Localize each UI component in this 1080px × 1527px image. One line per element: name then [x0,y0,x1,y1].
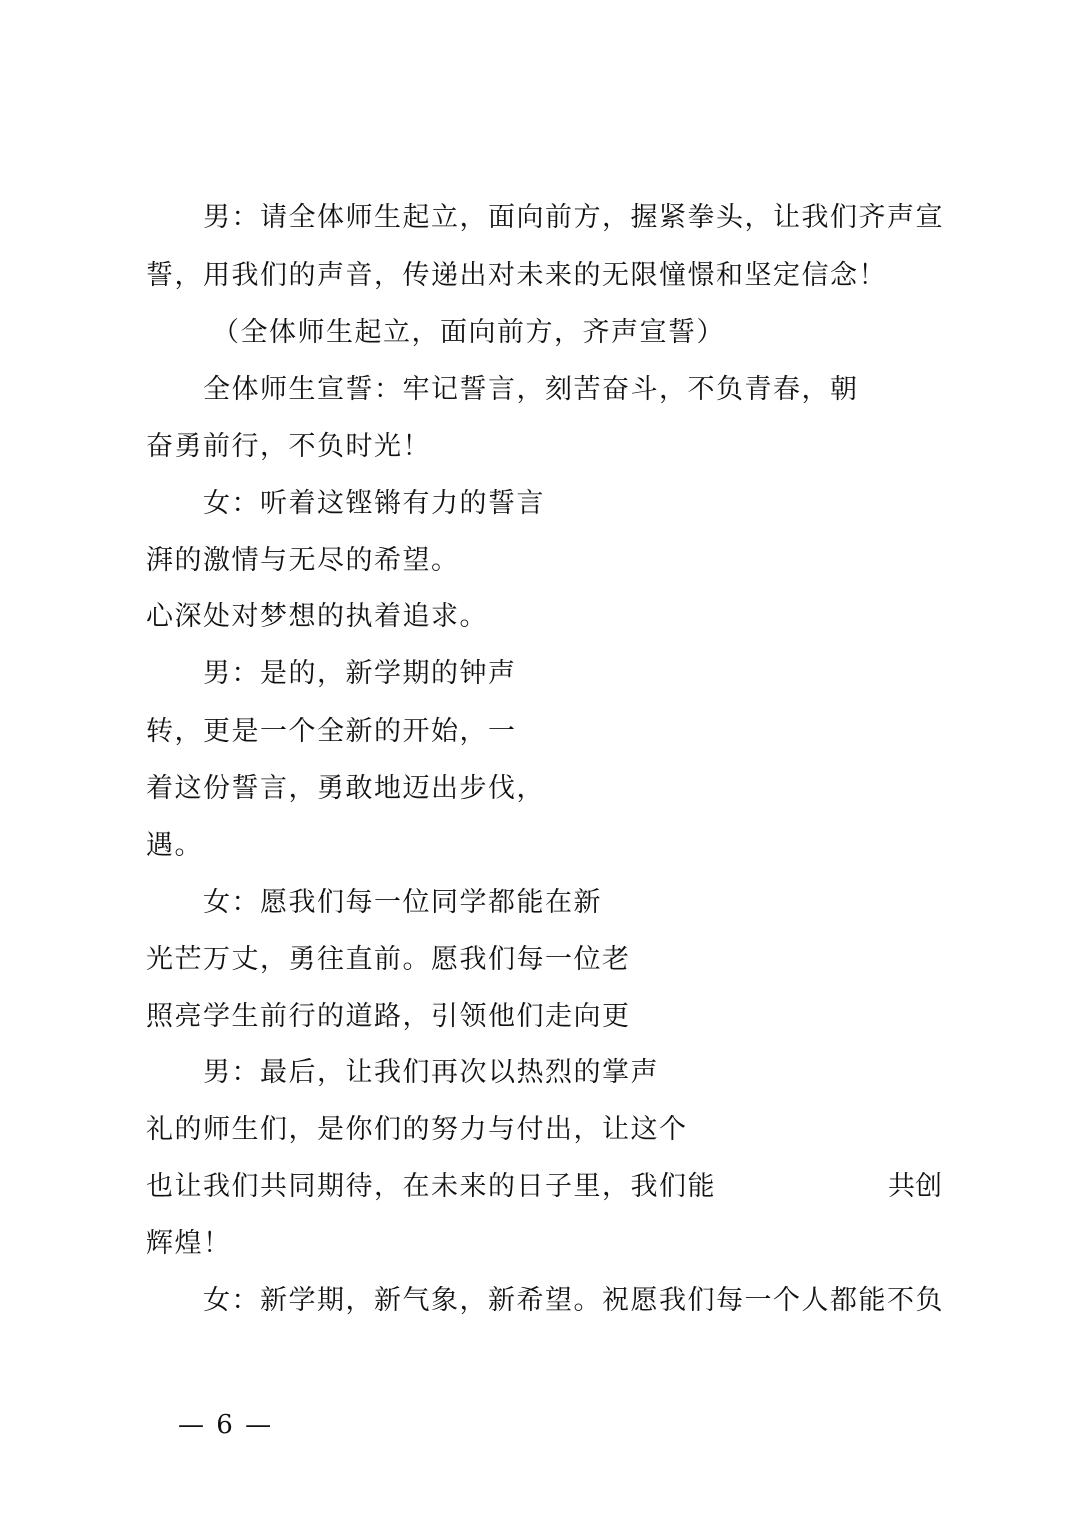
text-line: （全体师生起立，面向前方，齐声宣誓） [212,317,725,348]
text-line: 着这份誓言，勇敢地迈出步伐， [146,773,545,804]
text-line: 女：愿我们每一位同学都能在新 [203,887,602,918]
text-line: 湃的激情与无尽的希望。 [146,545,460,576]
text-line: 光芒万丈，勇往直前。愿我们每一位老 [146,944,631,975]
text-line: 也让我们共同期待，在未来的日子里，我们能 [146,1171,716,1202]
text-line: 照亮学生前行的道路，引领他们走向更 [146,1001,631,1032]
text-line: 奋勇前行，不负时光！ [146,431,431,462]
text-line: 礼的师生们，是你们的努力与付出，让这个 [146,1114,688,1145]
text-line: 辉煌！ [146,1228,232,1259]
text-line: 誓，用我们的声音，传递出对未来的无限憧憬和坚定信念！ [146,260,887,291]
text-line: 男：是的，新学期的钟声 [203,658,517,689]
text-fragment: 共创 [888,1171,942,1202]
text-line: 遇。 [146,830,203,861]
text-line: 男：请全体师生起立，面向前方，握紧拳头，让我们齐声宣 [203,202,944,233]
text-line: 女：听着这铿锵有力的誓言 [203,488,545,519]
text-line: 心深处对梦想的执着追求。 [146,601,488,632]
text-line: 女：新学期，新气象，新希望。祝愿我们每一个人都能不负 [203,1285,944,1316]
text-line: 转，更是一个全新的开始，一 [146,716,517,747]
text-line: 男：最后，让我们再次以热烈的掌声 [203,1057,659,1088]
text-line: 全体师生宣誓：牢记誓言，刻苦奋斗，不负青春，朝 [203,374,859,405]
page-number: — 6 — [178,1410,274,1440]
